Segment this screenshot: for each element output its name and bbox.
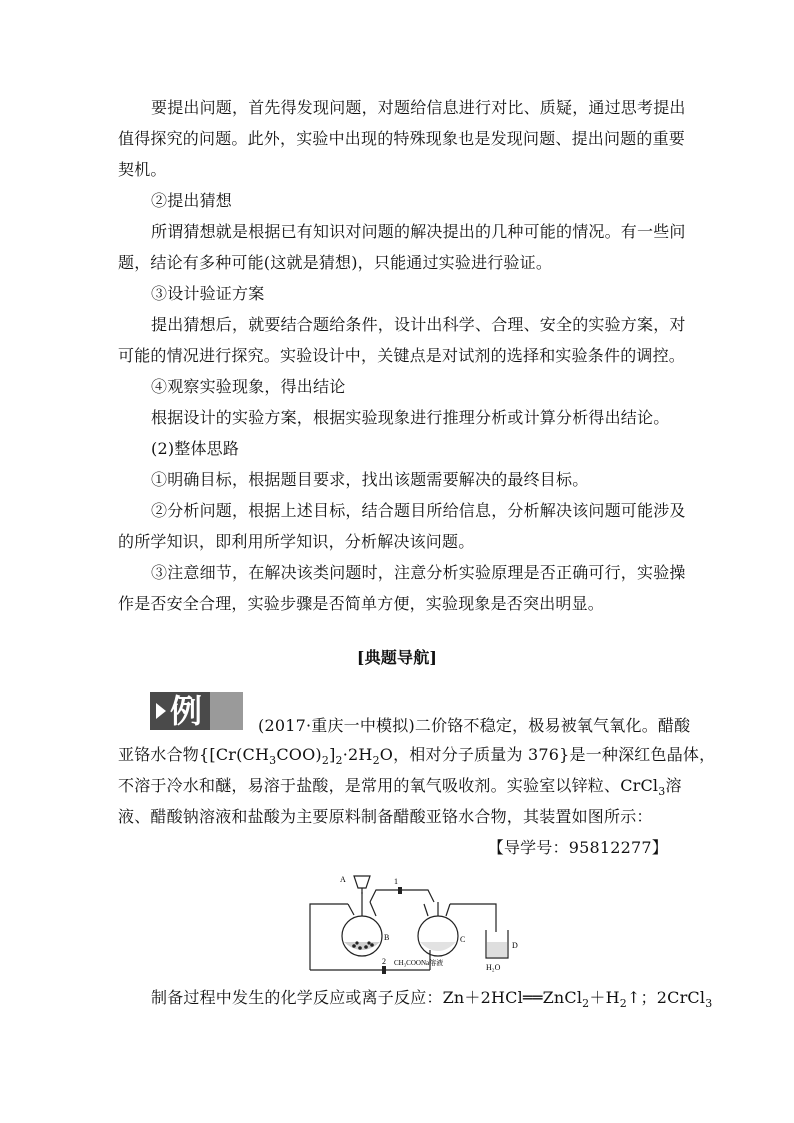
reaction-text-line: 制备过程中发生的化学反应或离子反应：$Zn+2HCl══ZnCl_2+H_2↑$；2CrCl$_3$ bbox=[151, 988, 713, 1011]
subsection-heading: (2)整体思路 bbox=[151, 439, 240, 458]
example-text-line: 不溶于冷水和醚，易溶于盐酸，是常用的氧气吸收剂。实验室以锌粒、CrCl$_3$溶 bbox=[118, 776, 682, 799]
example-text-line: 亚铬水合物{$[Cr(CH_3COO)_2]_2\cdot 2H_2O$，相对分子质量为 376}是一种深红色晶体， bbox=[118, 745, 716, 768]
section-heading: [典题导航] bbox=[356, 648, 438, 667]
paragraph-line: ③注意细节，在解决该类问题时，注意分析实验原理是否正确可行，实验操 bbox=[151, 563, 686, 582]
svg-text:A: A bbox=[340, 875, 346, 884]
triangle-icon bbox=[156, 703, 166, 719]
step-heading: ③设计验证方案 bbox=[151, 284, 265, 303]
paragraph-line: 值得探究的问题。此外，实验中出现的特殊现象也是发现问题、提出问题的重要 bbox=[118, 129, 686, 148]
paragraph-line: 可能的情况进行探究。实验设计中，关键点是对试剂的选择和实验条件的调控。 bbox=[118, 346, 686, 365]
example-text-line: (2017·重庆一中模拟)二价铬不稳定，极易被氧气氧化。醋酸 bbox=[258, 716, 691, 735]
example-text-line: 液、醋酸钠溶液和盐酸为主要原料制备醋酸亚铬水合物，其装置如图所示： bbox=[118, 807, 653, 826]
svg-text:2: 2 bbox=[382, 957, 386, 966]
svg-text:H₂O: H₂O bbox=[486, 963, 501, 972]
paragraph-line: 提出猜想后，就要结合题给条件，设计出科学、合理、安全的实验方案，对 bbox=[151, 315, 686, 334]
reference-number: 【导学号：95812277】 bbox=[487, 838, 668, 857]
svg-text:D: D bbox=[512, 941, 518, 950]
paragraph-line: ②分析问题，根据上述目标，结合题目所给信息，分析解决该问题可能涉及 bbox=[151, 501, 686, 520]
example-badge: 例 bbox=[150, 692, 243, 730]
step-heading: ②提出猜想 bbox=[151, 191, 233, 210]
paragraph-line: 的所学知识，即利用所学知识，分析解决该问题。 bbox=[118, 532, 475, 551]
step-heading: ④观察实验现象，得出结论 bbox=[151, 377, 346, 396]
apparatus-diagram bbox=[300, 870, 526, 978]
paragraph-line: 契机。 bbox=[118, 160, 167, 179]
svg-text:1: 1 bbox=[394, 877, 398, 886]
svg-text:CH₃COONa溶液: CH₃COONa溶液 bbox=[394, 959, 444, 967]
svg-text:B: B bbox=[384, 933, 390, 942]
paragraph-line: 根据设计的实验方案，根据实验现象进行推理分析或计算分析得出结论。 bbox=[151, 408, 670, 427]
svg-text:C: C bbox=[460, 935, 466, 944]
paragraph-line: 要提出问题，首先得发现问题，对题给信息进行对比、质疑，通过思考提出 bbox=[151, 98, 686, 117]
paragraph-line: 题，结论有多种可能(这就是猜想)，只能通过实验进行验证。 bbox=[118, 253, 553, 272]
paragraph-line: 所谓猜想就是根据已有知识对问题的解决提出的几种可能的情况。有一些问 bbox=[151, 222, 686, 241]
paragraph-line: 作是否安全合理，实验步骤是否简单方便，实验现象是否突出明显。 bbox=[118, 594, 605, 613]
paragraph-line: ①明确目标，根据题目要求，找出该题需要解决的最终目标。 bbox=[151, 470, 589, 489]
